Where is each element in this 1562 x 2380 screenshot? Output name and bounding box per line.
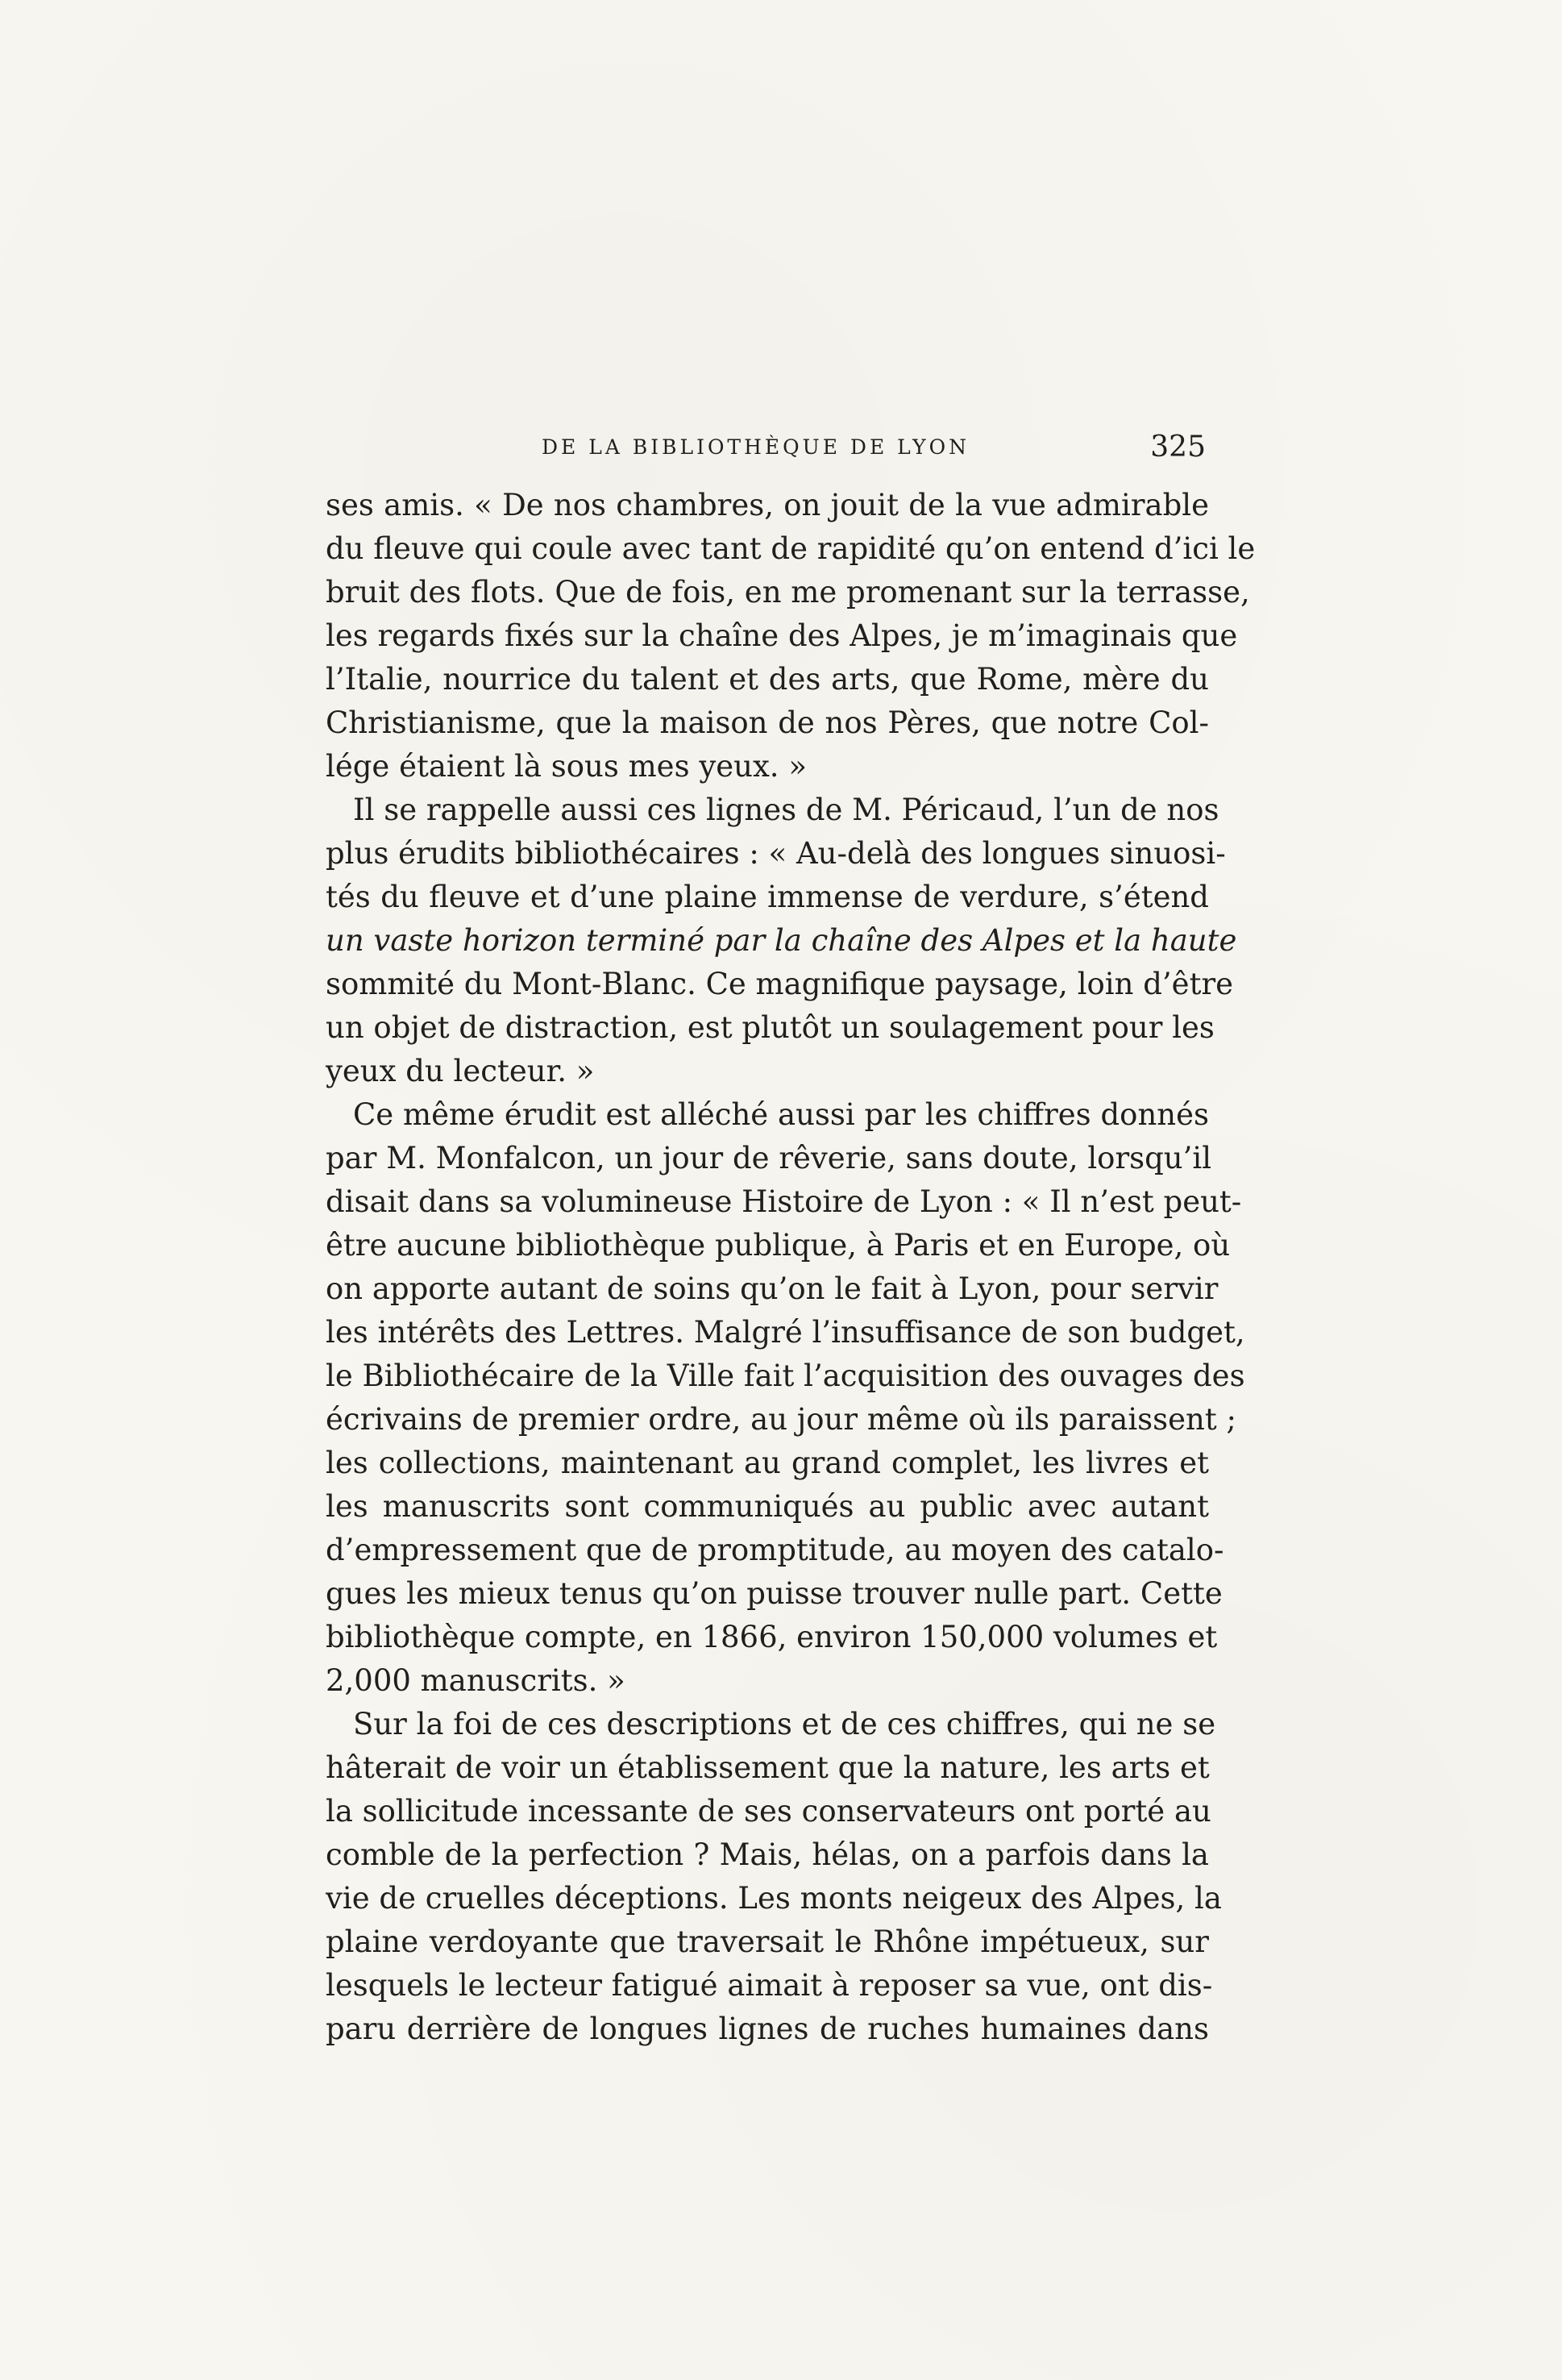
running-title: DE LA BIBLIOTHÈQUE DE LYON — [542, 435, 970, 459]
text-line: être aucune bibliothèque publique, à Paris et en Europe, où — [326, 1228, 1231, 1263]
text-line: la sollicitude incessante de ses conservateurs ont porté au — [326, 1794, 1211, 1829]
text-line: plus érudits bibliothécaires : « Au-delà des longues sinuosi- — [326, 836, 1226, 871]
text-line: gues les mieux tenus qu’on puisse trouver nulle part. Cette — [326, 1576, 1223, 1611]
text-line: Ce même érudit est alléché aussi par les chiffres donnés — [353, 1097, 1209, 1132]
running-head — [326, 432, 1209, 481]
text-line: disait dans sa volumineuse Histoire de Lyon : « Il n’est peut- — [326, 1184, 1242, 1219]
text-line: vie de cruelles déceptions. Les monts neigeux des Alpes, la — [326, 1881, 1222, 1916]
text-line: comble de la perfection ? Mais, hélas, on a parfois dans la — [326, 1837, 1209, 1872]
text-line: bibliothèque compte, en 1866, environ 150,000 volumes et — [326, 1620, 1218, 1654]
text-line: écrivains de premier ordre, au jour même où ils paraissent ; — [326, 1402, 1236, 1437]
text-line: ses amis. « De nos chambres, on jouit de la vue admirable — [326, 488, 1209, 522]
text-line: Il se rappelle aussi ces lignes de M. Péricaud, l’un de nos — [353, 793, 1219, 827]
text-line: le Bibliothécaire de la Ville fait l’acquisition des ouvages des — [326, 1359, 1245, 1393]
text-line: les intérêts des Lettres. Malgré l’insuffisance de son budget, — [326, 1315, 1245, 1350]
text-line: on apporte autant de soins qu’on le fait à Lyon, pour servir — [326, 1271, 1219, 1306]
text-line: bruit des flots. Que de fois, en me promenant sur la terrasse, — [326, 575, 1250, 610]
text-line: les regards fixés sur la chaîne des Alpes, je m’imaginais que — [326, 618, 1238, 653]
text-line: 2,000 manuscrits. » — [326, 1663, 625, 1698]
page-number: 325 — [1150, 431, 1206, 464]
text-line: Sur la foi de ces descriptions et de ces chiffres, qui ne se — [353, 1707, 1216, 1741]
body-text — [326, 484, 1256, 2051]
text-line: paru derrière de longues lignes de ruches humaines dans — [326, 2012, 1209, 2046]
text-line: un vaste horizon terminé par la chaîne des Alpes et la haute — [326, 923, 1237, 958]
text-line: un objet de distraction, est plutôt un soulagement pour les — [326, 1010, 1215, 1045]
text-line: les manuscrits sont communiqués au public avec autant — [326, 1489, 1209, 1524]
text-line: Christianisme, que la maison de nos Pères, que notre Col- — [326, 705, 1209, 740]
text-line: lége étaient là sous mes yeux. » — [326, 749, 807, 784]
text-line: sommité du Mont-Blanc. Ce magnifique paysage, loin d’être — [326, 967, 1234, 1001]
text-line: l’Italie, nourrice du talent et des arts, que Rome, mère du — [326, 662, 1209, 697]
text-line: les collections, maintenant au grand complet, les livres et — [326, 1446, 1209, 1480]
text-line: par M. Monfalcon, un jour de rêverie, sans doute, lorsqu’il — [326, 1141, 1212, 1175]
text-line: yeux du lecteur. » — [326, 1054, 595, 1088]
text-line: d’empressement que de promptitude, au moyen des catalo- — [326, 1533, 1224, 1567]
text-line: du fleuve qui coule avec tant de rapidité qu’on entend d’ici le — [326, 531, 1256, 566]
text-line: tés du fleuve et d’une plaine immense de verdure, s’étend — [326, 880, 1209, 914]
text-line: hâterait de voir un établissement que la nature, les arts et — [326, 1750, 1210, 1785]
text-line: lesquels le lecteur fatigué aimait à reposer sa vue, ont dis- — [326, 1968, 1213, 2003]
text-line: plaine verdoyante que traversait le Rhône impétueux, sur — [326, 1924, 1209, 1959]
